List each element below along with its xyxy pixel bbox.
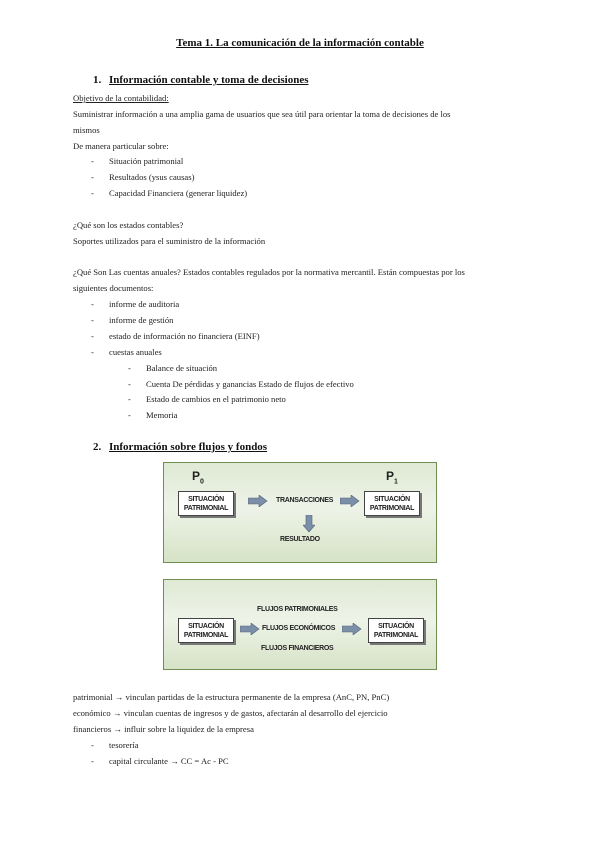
right-arrow-icon bbox=[340, 495, 360, 507]
list-item: - capital circulante → CC = Ac - PC bbox=[91, 756, 229, 766]
situacion-patrimonial-box-left: SITUACIÓN PATRIMONIAL bbox=[178, 491, 234, 516]
objective-text-1: Suministrar información a una amplia gama de usuarios que sea útil para orientar la toma de decisiones de los bbox=[73, 109, 451, 119]
flujos-patrimoniales-label: FLUJOS PATRIMONIALES bbox=[257, 606, 338, 613]
section1-heading bbox=[93, 74, 309, 86]
page-title: Tema 1. La comunicación de la información contable bbox=[176, 37, 424, 49]
list-item: - tesorería bbox=[91, 740, 139, 750]
p0-label: $P_0$ bbox=[192, 469, 204, 486]
section1-title: Información contable y toma de decisiones bbox=[109, 74, 309, 86]
objective-label: Objetivo de la contabilidad: bbox=[73, 93, 169, 103]
flujos-financieros-label: FLUJOS FINANCIEROS bbox=[261, 645, 334, 652]
sub-list-item: - Balance de situación bbox=[128, 363, 218, 373]
sub-list-item: - Estado de cambios en el patrimonio neto bbox=[128, 394, 286, 404]
list-item: - cuestas anuales bbox=[91, 347, 162, 357]
right-arrow-icon bbox=[248, 495, 268, 507]
p1-label: $P_1$ bbox=[386, 469, 398, 486]
list-item: - Capacidad Financiera (generar liquidez) bbox=[91, 188, 248, 198]
down-arrow-icon bbox=[303, 515, 315, 533]
particular-intro: De manera particular sobre: bbox=[73, 141, 169, 151]
resultado-label: RESULTADO bbox=[280, 536, 320, 543]
question-estados: ¿Qué son los estados contables? bbox=[73, 220, 184, 230]
question-cuentas-1: ¿Qué Son Las cuentas anuales? Estados contables regulados por la normativa mercantil. Están compuestas por los bbox=[73, 267, 465, 277]
patrimonial-text: patrimonial → vinculan partidas de la estructura permanente de la empresa (AnC, PN, PnC) bbox=[73, 692, 390, 702]
section2-number: 2. bbox=[93, 441, 102, 453]
right-arrow-icon bbox=[342, 623, 362, 635]
right-arrow-icon bbox=[240, 623, 260, 635]
objective-text-2: mismos bbox=[73, 125, 100, 135]
section1-number: 1. bbox=[93, 74, 102, 86]
economico-text: económico → vinculan cuentas de ingresos y de gastos, afectarán al desarrollo del ejercicio bbox=[73, 708, 388, 718]
diagram-flows bbox=[163, 579, 437, 670]
sub-list-item: - Cuenta De pérdidas y ganancias Estado de flujos de efectivo bbox=[128, 379, 354, 389]
diagram-transactions bbox=[163, 462, 437, 563]
situacion-patrimonial-box-right: SITUACIÓN PATRIMONIAL bbox=[364, 491, 420, 516]
transacciones-label: TRANSACCIONES bbox=[276, 497, 334, 504]
financieros-text: financieros → influir sobre la liquidez de la empresa bbox=[73, 724, 254, 734]
section2-title: Información sobre flujos y fondos bbox=[109, 441, 268, 453]
flujos-economicos-label: FLUJOS ECONÓMICOS bbox=[262, 625, 336, 632]
list-item: - informe de auditoria bbox=[91, 299, 180, 309]
list-item: - Resultados (ysus causas) bbox=[91, 172, 195, 182]
situacion-patrimonial-box-left: SITUACIÓN PATRIMONIAL bbox=[178, 618, 234, 643]
section2-heading bbox=[93, 441, 267, 453]
situacion-patrimonial-box-right: SITUACIÓN PATRIMONIAL bbox=[368, 618, 424, 643]
list-item: - Situación patrimonial bbox=[91, 156, 184, 166]
list-item: - informe de gestión bbox=[91, 315, 174, 325]
soportes-text: Soportes utilizados para el suministro de la información bbox=[73, 236, 266, 246]
sub-list-item: - Memoria bbox=[128, 410, 178, 420]
list-item: - estado de información no financiera (EINF) bbox=[91, 331, 260, 341]
question-cuentas-2: siguientes documentos: bbox=[73, 283, 154, 293]
